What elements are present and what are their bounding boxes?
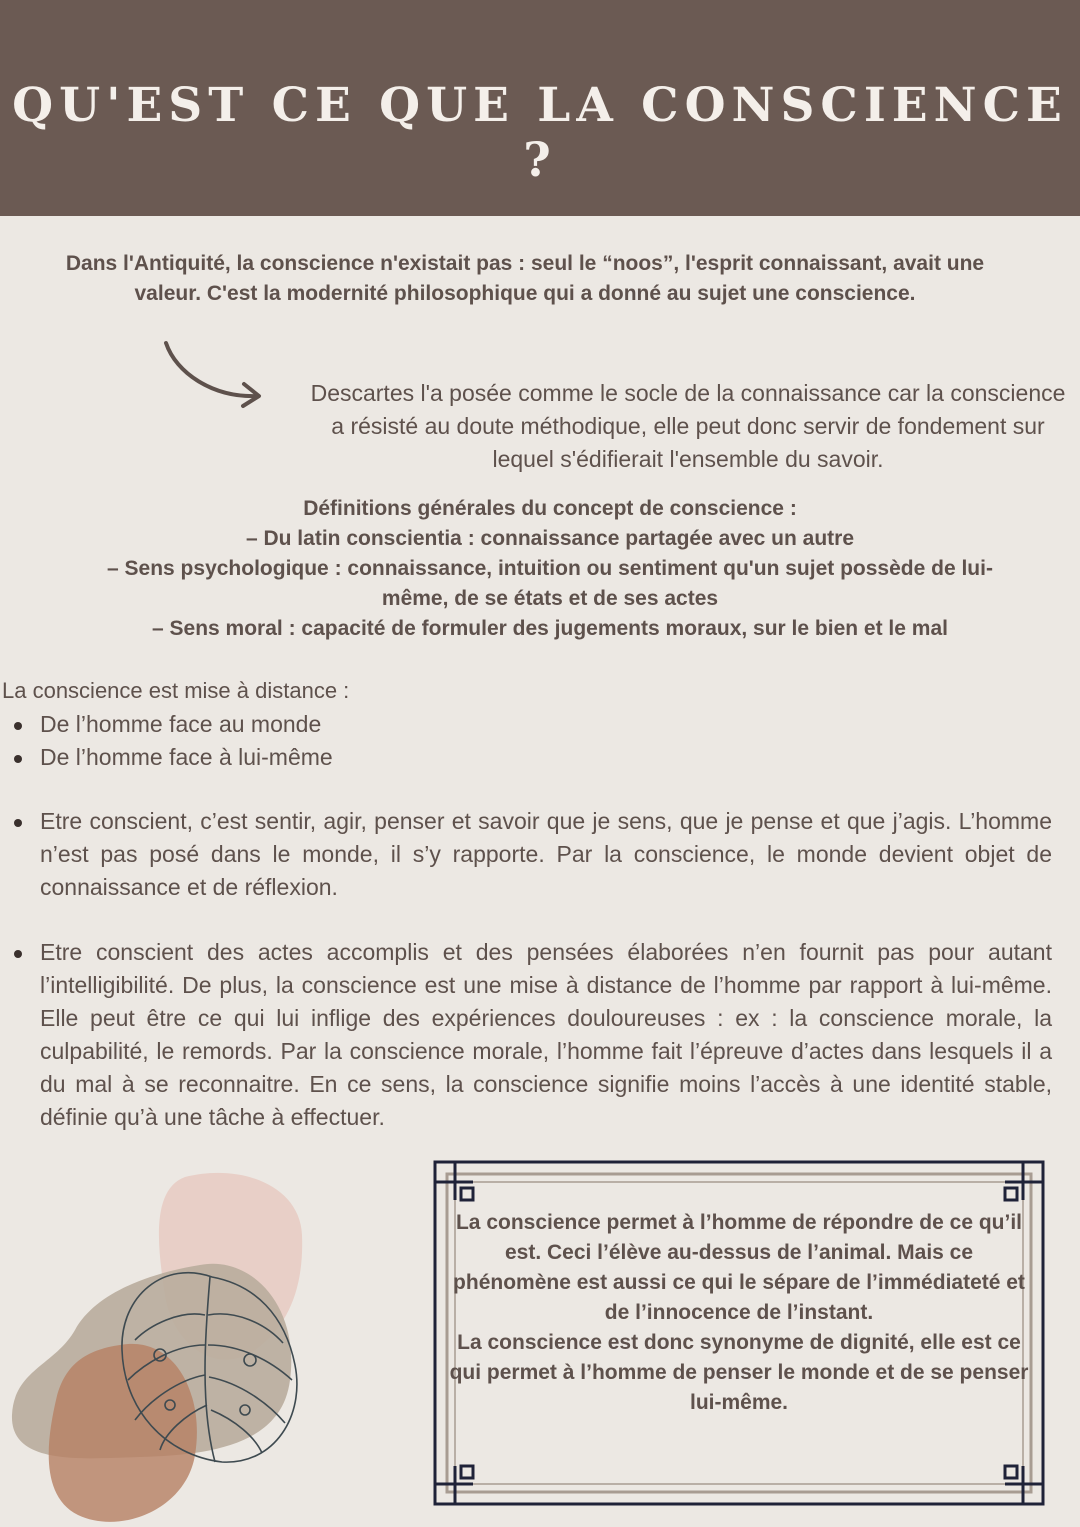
definition-latin: – Du latin conscientia : connaissance partagée avec un autre: [245, 527, 855, 550]
paragraph-moral-conscience: Etre conscient des actes accomplis et des pensées élaborées n’en fournit pas pour autant l’intelligibilité. De plus, la conscience est une mise à distance de l’homme par rapport à lui-même. Elle peut être ce qui lui inflige des expériences douloureuses : ex : la conscience morale, la culpabilité, le remords. Par la conscience morale, l’homme fait l’épreuve d’actes dans lesquels il a du mal à se reconnaitre. En ce sens, la conscience signifie moins l’accès à une identité stable, définie qu’à une tâche à effectuer.: [40, 936, 1052, 1134]
curved-arrow-icon: [158, 338, 268, 413]
quote-text: [449, 1208, 1029, 1418]
paragraph-being-conscious: Etre conscient, c’est sentir, agir, penser et savoir que je sens, que je pense et que j’agis. L’homme n’est pas posé dans le monde, il s’y rapporte. Par la conscience, le monde devient objet de connaissance et de réflexion.: [40, 805, 1052, 904]
definitions-title: Définitions générales du concept de conscience :: [303, 497, 797, 520]
intro-paragraph: Dans l'Antiquité, la conscience n'existait pas : seul le “noos”, l'esprit connaissant, avait une valeur. C'est la modernité philosophique qui a donné au sujet une conscience.: [65, 252, 985, 305]
leaf-blob-decoration: [0, 1165, 320, 1527]
distance-list: [40, 708, 333, 774]
distance-label: La conscience est mise à distance :: [2, 678, 350, 703]
descartes-paragraph: Descartes l'a posée comme le socle de la connaissance car la conscience a résisté au doute méthodique, elle peut donc servir de fondement sur lequel s'édifierait l'ensemble du savoir.: [310, 380, 1066, 472]
quote-frame: [433, 1160, 1045, 1506]
definition-moral: – Sens moral : capacité de formuler des jugements moraux, sur le bien et le mal: [152, 617, 948, 640]
page-title: QU'EST CE QUE LA CONSCIENCE ?: [12, 78, 1068, 188]
quote-line: La conscience permet à l’homme de répondre de ce qu’il est. Ceci l’élève au-dessus de l’animal. Mais ce phénomène est aussi ce qui le sépare de l’immédiateté et de l’innocence de l’instant.: [453, 1211, 1025, 1324]
definition-psychological: – Sens psychologique : connaissance, intuition ou sentiment qu'un sujet possède de lui-même, de se états et de ses actes: [107, 557, 993, 610]
list-item: De l’homme face au monde: [40, 708, 333, 741]
list-item: De l’homme face à lui-même: [40, 741, 333, 774]
quote-line: La conscience est donc synonyme de dignité, elle est ce qui permet à l’homme de penser le monde et de se penser lui-même.: [449, 1331, 1029, 1414]
definitions-block: [100, 494, 1000, 644]
